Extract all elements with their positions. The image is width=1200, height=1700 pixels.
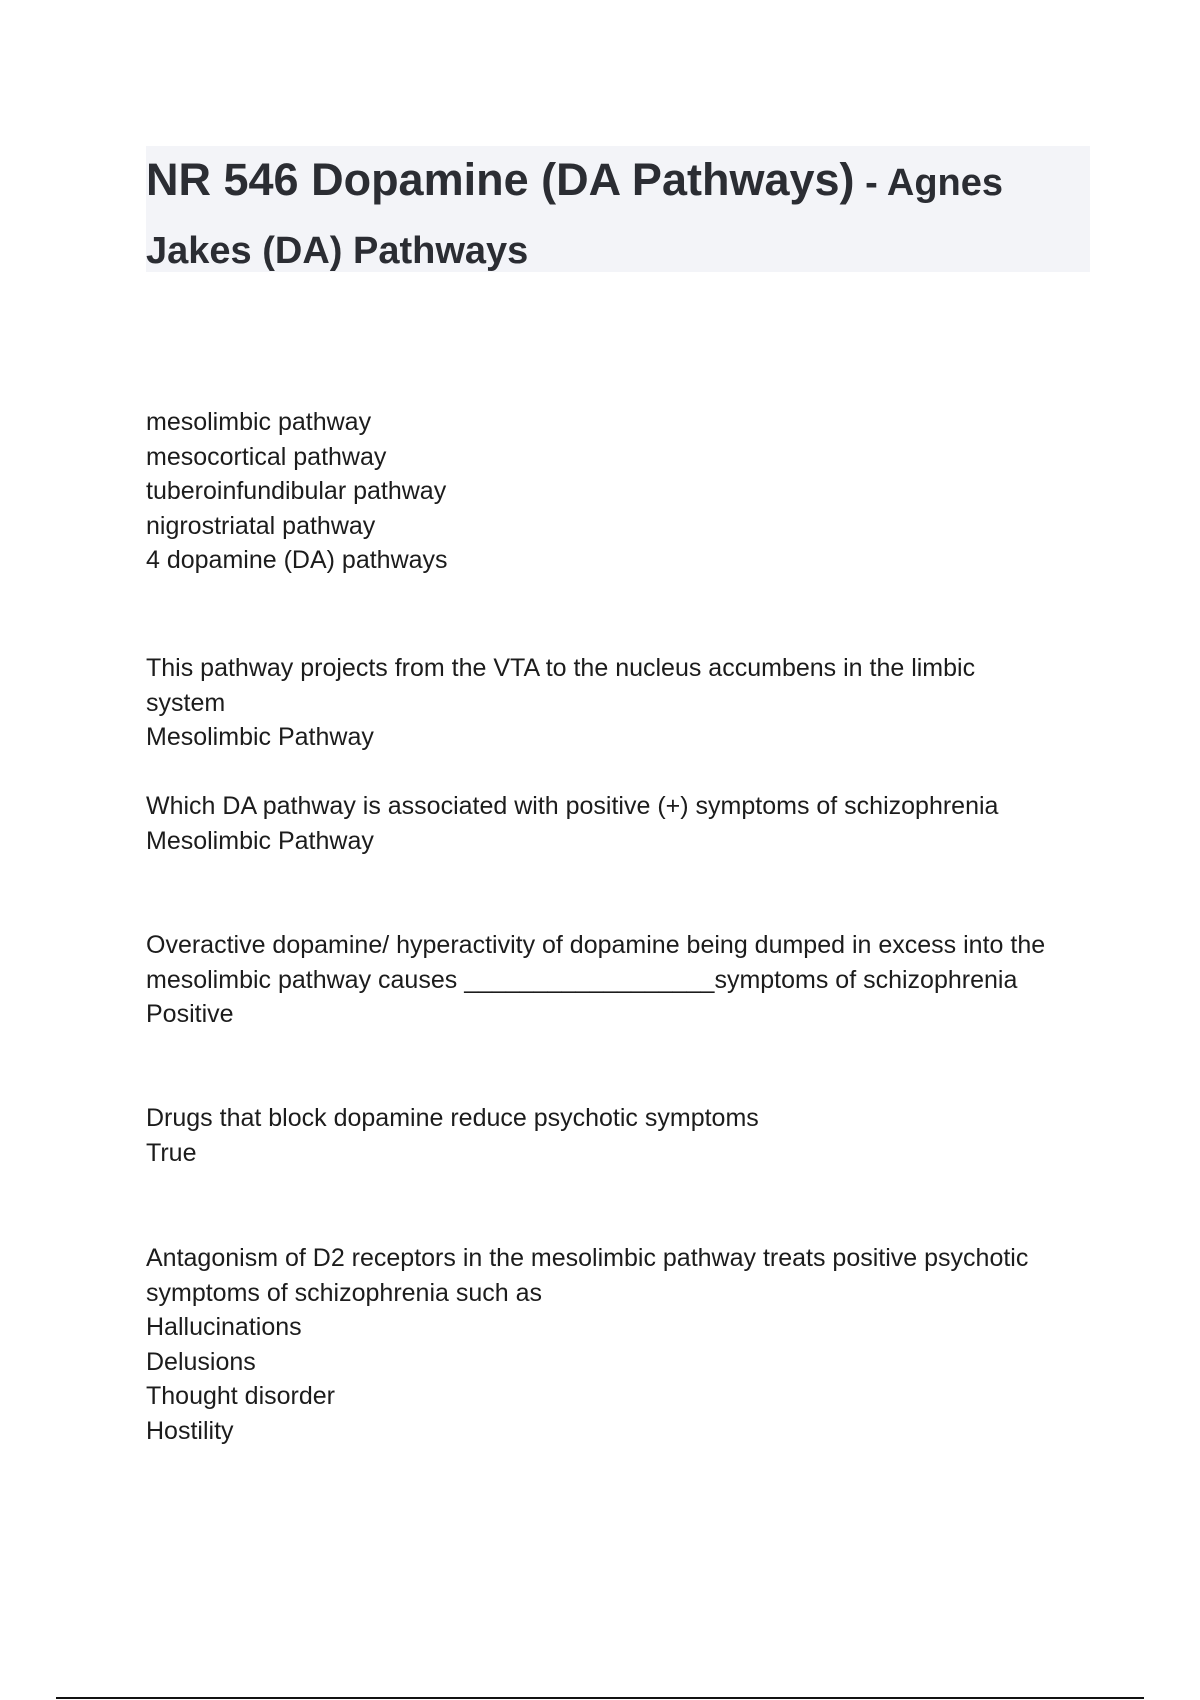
question-line: This pathway projects from the VTA to the nucleus accumbens in the limbic	[146, 654, 976, 682]
flashcard	[146, 1241, 1106, 1448]
question-line: mesocortical pathway	[146, 442, 387, 471]
answer-line: True	[146, 1138, 197, 1167]
title-main: NR 546 Dopamine (DA Pathways)	[146, 154, 855, 205]
answer-line: Delusions	[146, 1347, 256, 1376]
answer-line: Mesolimbic Pathway	[146, 723, 374, 751]
answer-line: Thought disorder	[146, 1382, 336, 1410]
footer-divider	[56, 1697, 1144, 1699]
question-line: mesolimbic pathway	[146, 408, 372, 436]
question-line: mesolimbic pathway causes __________________symptoms of schizophrenia	[146, 965, 1018, 994]
flashcard	[146, 789, 1106, 858]
answer-line: 4 dopamine (DA) pathways	[146, 546, 448, 574]
flashcard	[146, 928, 1106, 1032]
answer-line: Mesolimbic Pathway	[146, 826, 374, 855]
title-line-2: Jakes (DA) Pathways	[146, 230, 529, 272]
question-line: Overactive dopamine/ hyperactivity of dopamine being dumped in excess into the	[146, 931, 1046, 959]
answer-line: Positive	[146, 1000, 234, 1028]
flashcard	[146, 651, 1106, 755]
question-line: system	[146, 688, 226, 717]
flashcard	[146, 1101, 1106, 1170]
answer-line: Hallucinations	[146, 1313, 302, 1341]
question-line: Which DA pathway is associated with positive (+) symptoms of schizophrenia	[146, 792, 999, 820]
question-line: symptoms of schizophrenia such as	[146, 1278, 543, 1307]
title-author: - Agnes	[854, 162, 1004, 204]
question-line: nigrostriatal pathway	[146, 511, 376, 540]
answer-line: Hostility	[146, 1416, 234, 1445]
question-line: Drugs that block dopamine reduce psychotic symptoms	[146, 1104, 759, 1132]
question-line: Antagonism of D2 receptors in the mesolimbic pathway treats positive psychotic	[146, 1244, 1029, 1272]
title-line-1	[146, 150, 1090, 221]
question-line: tuberoinfundibular pathway	[146, 477, 447, 505]
flashcard	[146, 405, 1106, 578]
document-title	[146, 146, 1090, 272]
